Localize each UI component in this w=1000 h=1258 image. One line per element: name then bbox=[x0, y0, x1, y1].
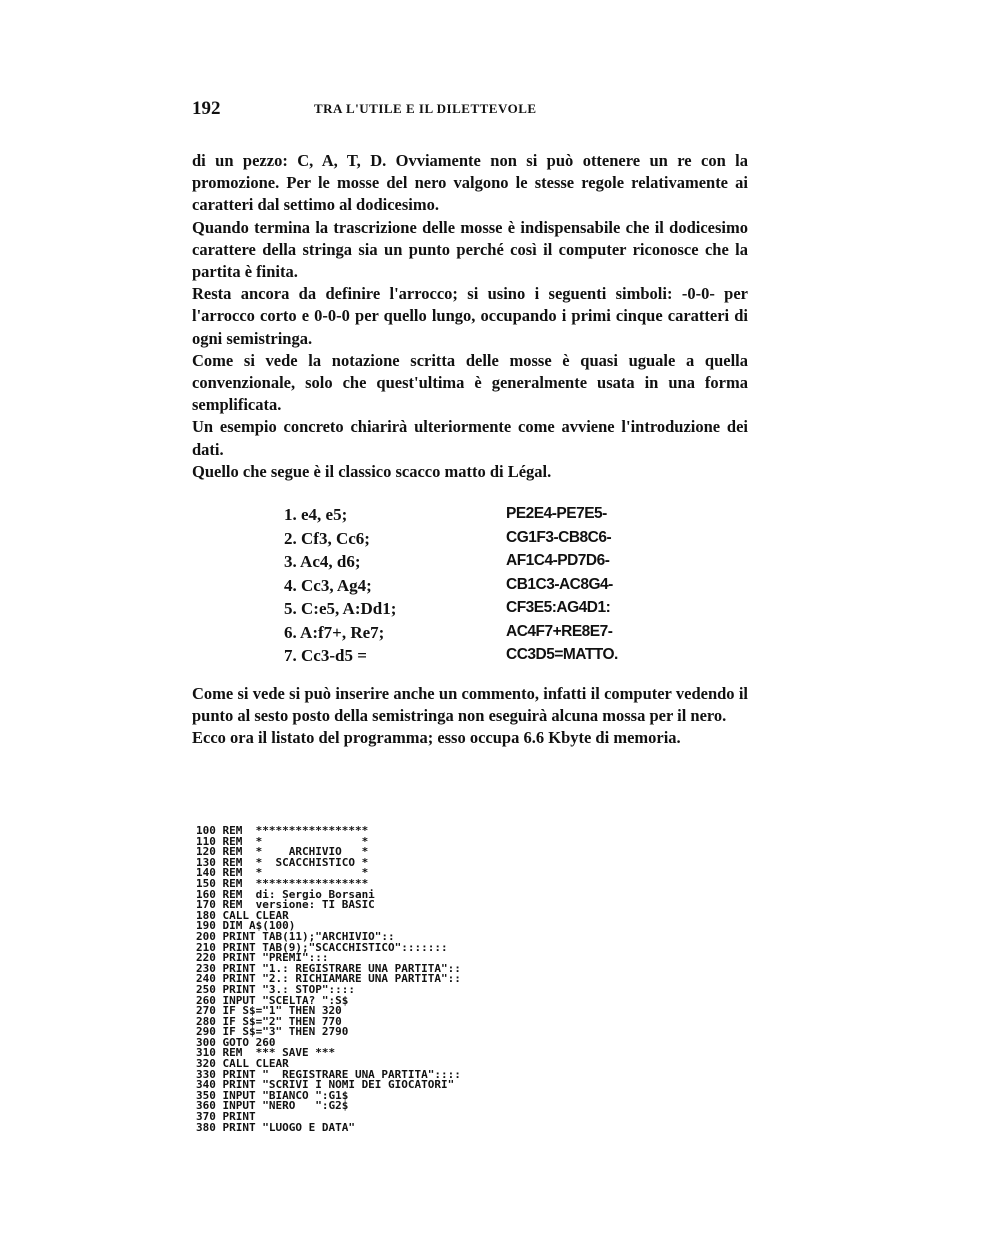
move-code: CF3E5:AG4D1: bbox=[506, 599, 611, 616]
code-line: 230 PRINT "1.: REGISTRARE UNA PARTITA":: bbox=[196, 961, 461, 975]
code-line: 350 INPUT "BIANCO ":G1$ bbox=[196, 1088, 349, 1102]
move-code: AC4F7+RE8E7- bbox=[506, 622, 613, 640]
move-notation: 6. A:f7+, Re7; bbox=[284, 622, 385, 642]
code-line: 260 INPUT "SCELTA? ":S$ bbox=[196, 993, 349, 1007]
code-line: 270 IF S$="1" THEN 320 bbox=[196, 1004, 342, 1018]
program-listing bbox=[196, 826, 596, 1133]
code-line: 200 PRINT TAB(11);"ARCHIVIO":: bbox=[196, 929, 395, 943]
move-code: CB1C3-AC8G4- bbox=[506, 575, 613, 593]
move-row bbox=[284, 552, 664, 576]
code-line: 310 REM *** SAVE *** bbox=[196, 1046, 336, 1060]
code-line: 330 PRINT " REGISTRARE UNA PARTITA":::: bbox=[196, 1067, 461, 1081]
move-row bbox=[284, 505, 664, 529]
code-line: 180 CALL CLEAR bbox=[196, 908, 289, 922]
code-line: 240 PRINT "2.: RICHIAMARE UNA PARTITA":: bbox=[196, 972, 461, 986]
paragraph: Quando termina la trascrizione delle mosse è indispensabile che il dodicesimo carattere della stringa sia un punto perché così il computer riconosce che la partita è finita. bbox=[192, 217, 748, 282]
move-row bbox=[284, 529, 664, 553]
code-line: 360 INPUT "NERO ":G2$ bbox=[196, 1099, 349, 1113]
move-notation: 5. C:e5, A:Dd1; bbox=[284, 599, 397, 618]
code-line: 110 REM * * bbox=[196, 834, 369, 848]
move-notation: 2. Cf3, Cc6; bbox=[284, 528, 370, 548]
paragraph: Come si vede la notazione scritta delle mosse è quasi uguale a quella convenzionale, solo che quest'ultima è generalmente usata in una forma semplificata. bbox=[192, 350, 748, 415]
code-line: 150 REM ***************** bbox=[196, 876, 369, 890]
code-line: 290 IF S$="3" THEN 2790 bbox=[196, 1025, 349, 1039]
code-line: 300 GOTO 260 bbox=[196, 1035, 276, 1049]
code-line: 380 PRINT "LUOGO E DATA" bbox=[196, 1120, 355, 1134]
move-row bbox=[284, 576, 664, 600]
moves-table bbox=[284, 505, 664, 670]
paragraph: Ecco ora il listato del programma; esso occupa 6.6 Kbyte di memoria. bbox=[192, 728, 681, 748]
code-line: 250 PRINT "3.: STOP":::: bbox=[196, 982, 355, 996]
code-line: 210 PRINT TAB(9);"SCACCHISTICO"::::::: bbox=[196, 940, 448, 954]
page-number: 192 bbox=[192, 98, 221, 119]
paragraph: Quello che segue è il classico scacco matto di Légal. bbox=[192, 461, 552, 481]
code-line: 280 IF S$="2" THEN 770 bbox=[196, 1014, 342, 1028]
code-line: 190 DIM A$(100) bbox=[196, 919, 296, 933]
code-line: 120 REM * ARCHIVIO * bbox=[196, 845, 369, 859]
move-notation: 1. e4, e5; bbox=[284, 505, 348, 524]
code-line: 130 REM * SCACCHISTICO * bbox=[196, 855, 369, 869]
code-line: 170 REM versione: TI BASIC bbox=[196, 898, 375, 912]
paragraph: di un pezzo: C, A, T, D. Ovviamente non si può ottenere un re con la promozione. Per le mosse del nero valgono le stesse regole relativamente ai caratteri dal settimo al dodicesimo. bbox=[192, 151, 748, 215]
code-line: 100 REM ***************** bbox=[196, 824, 369, 837]
move-notation: 4. Cc3, Ag4; bbox=[284, 575, 372, 595]
page-header bbox=[192, 98, 752, 122]
code-line: 340 PRINT "SCRIVI I NOMI DEI GIOCATORI" bbox=[196, 1078, 455, 1092]
code-line: 320 CALL CLEAR bbox=[196, 1057, 289, 1071]
move-row bbox=[284, 646, 664, 670]
move-code: CG1F3-CB8C6- bbox=[506, 528, 612, 546]
paragraph: Come si vede si può inserire anche un commento, infatti il computer vedendo il punto al sesto posto della semistringa non eseguirà alcuna mossa per il nero. bbox=[192, 684, 748, 726]
code-line: 160 REM di: Sergio Borsani bbox=[196, 887, 375, 901]
move-code: PE2E4-PE7E5- bbox=[506, 505, 607, 522]
move-code: AF1C4-PD7D6- bbox=[506, 552, 610, 569]
move-code: CC3D5=MATTO. bbox=[506, 646, 618, 663]
code-line: 140 REM * * bbox=[196, 866, 369, 880]
body-text-top bbox=[192, 150, 748, 483]
move-notation: 3. Ac4, d6; bbox=[284, 552, 361, 571]
move-row bbox=[284, 599, 664, 623]
move-row bbox=[284, 623, 664, 647]
paragraph: Resta ancora da definire l'arrocco; si usino i seguenti simboli: -0-0- per l'arrocco corto e 0-0-0 per quello lungo, occupando i primi cinque caratteri di ogni semistringa. bbox=[192, 284, 748, 348]
code-line: 220 PRINT "PREMI"::: bbox=[196, 951, 329, 965]
paragraph: Un esempio concreto chiarirà ulteriormente come avviene l'introduzione dei dati. bbox=[192, 417, 748, 459]
move-notation: 7. Cc3-d5 = bbox=[284, 646, 367, 665]
running-title: TRA L'UTILE E IL DILETTEVOLE bbox=[314, 101, 537, 116]
body-text-bottom bbox=[192, 683, 748, 750]
code-line: 370 PRINT bbox=[196, 1110, 256, 1124]
